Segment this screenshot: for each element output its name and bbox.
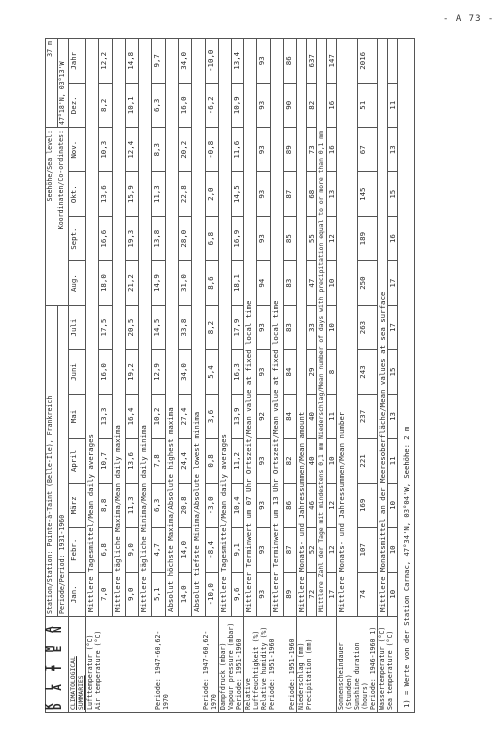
table-cell: 19,2 bbox=[125, 350, 138, 394]
table-cell: 16 bbox=[327, 128, 337, 172]
table-cell: 13 bbox=[327, 172, 337, 216]
header-row-period bbox=[57, 39, 69, 713]
table-cell: 12 bbox=[327, 483, 337, 527]
precip-label bbox=[297, 617, 337, 713]
temp-label-1: Lufttemperatur (°C) bbox=[86, 634, 94, 710]
month-header: Febr. bbox=[69, 528, 86, 572]
climate-table-frame bbox=[45, 38, 500, 713]
sunshine-label-3: Periode: 1946-1960 1) bbox=[369, 626, 377, 710]
table-cell: 11 bbox=[327, 394, 337, 438]
table-cell: 18,1 bbox=[231, 261, 244, 305]
table-cell: 8,2 bbox=[205, 305, 218, 349]
table-cell: 5,1 bbox=[152, 572, 165, 616]
table-cell: 14,0 bbox=[179, 528, 192, 572]
table-cell: 11,3 bbox=[152, 172, 165, 216]
temp-row-4 bbox=[179, 39, 192, 713]
precip-row-2 bbox=[327, 39, 337, 713]
table-cell: 93 bbox=[257, 528, 270, 572]
table-cell: 13,4 bbox=[231, 39, 244, 84]
table-cell: 13 bbox=[388, 394, 398, 438]
table-cell: 93 bbox=[257, 39, 270, 84]
month-header: Dez. bbox=[69, 83, 86, 127]
table-cell: 9,1 bbox=[231, 528, 244, 572]
table-cell: 147 bbox=[327, 39, 337, 84]
table-cell: 11,2 bbox=[231, 439, 244, 483]
table-cell: 18,0 bbox=[99, 261, 112, 305]
page-subtitle: CLIMATOLOGICAL SUMMARIES bbox=[69, 656, 85, 710]
temp-caption: Mittlere tägliche Maxima/Mean daily maxima bbox=[112, 39, 125, 617]
table-cell: 169 bbox=[357, 483, 378, 527]
table-cell: 237 bbox=[357, 394, 378, 438]
temp-caption: Mittlere Tagesmittel/Mean daily averages bbox=[86, 39, 99, 617]
table-cell: 11 bbox=[388, 83, 398, 127]
table-cell: 7,8 bbox=[152, 439, 165, 483]
table-cell: 15 bbox=[388, 172, 398, 216]
page-title: K L I M A D A T E N bbox=[43, 623, 64, 710]
sea-label-2: Sea temperature (°C) bbox=[386, 630, 394, 710]
month-header: April bbox=[69, 439, 86, 483]
table-cell: 4,7 bbox=[152, 528, 165, 572]
table-cell: 189 bbox=[357, 216, 378, 260]
precip-row-1 bbox=[307, 39, 317, 713]
table-cell: 14,9 bbox=[152, 261, 165, 305]
table-cell: 221 bbox=[357, 439, 378, 483]
table-cell: 22,8 bbox=[179, 172, 192, 216]
sunshine-caption-row bbox=[337, 39, 358, 713]
table-cell: 10 bbox=[327, 439, 337, 483]
table-cell: 52 bbox=[307, 528, 317, 572]
table-cell: 67 bbox=[357, 128, 378, 172]
table-cell: 33 bbox=[307, 305, 317, 349]
sunshine-caption: Mittlere Monats- und Jahressummen/Mean number bbox=[337, 39, 358, 617]
table-cell: 29 bbox=[307, 350, 317, 394]
table-cell: 11 bbox=[388, 439, 398, 483]
table-cell: 93 bbox=[257, 483, 270, 527]
humidity-caption: Mittlerer Terminwert um 13 Uhr Ortszeit/Mean value at fixed local time bbox=[270, 39, 283, 617]
table-cell: 10,3 bbox=[99, 128, 112, 172]
table-cell: 17,5 bbox=[99, 305, 112, 349]
table-cell: 92 bbox=[257, 394, 270, 438]
table-cell: 17 bbox=[388, 305, 398, 349]
table-cell: 14,5 bbox=[231, 172, 244, 216]
table-cell: 13,3 bbox=[99, 394, 112, 438]
table-cell: -10,0 bbox=[205, 39, 218, 84]
table-cell: 13,8 bbox=[152, 216, 165, 260]
humidity-label-1: Relative Luftfeuchtigkeit (%) bbox=[244, 630, 260, 710]
table-cell: 11,6 bbox=[231, 128, 244, 172]
table-cell: 14,8 bbox=[125, 39, 138, 84]
temp-caption-5 bbox=[192, 39, 205, 713]
temp-caption-2 bbox=[112, 39, 125, 713]
table-cell: 90 bbox=[283, 83, 296, 127]
table-cell: 16,4 bbox=[125, 394, 138, 438]
table-cell: 7,0 bbox=[99, 572, 112, 616]
precip-caption: Mittlere Monats- und Jahressummen/Mean amount bbox=[297, 39, 307, 617]
sea-caption: Mittlere Monatsmittel an der Meeresoberfläche/Mean values at sea surface bbox=[378, 39, 388, 617]
sea-caption-row bbox=[378, 39, 388, 713]
table-cell: 637 bbox=[307, 39, 317, 84]
table-cell: 16,0 bbox=[99, 350, 112, 394]
precip-caption: Mittlere Zahl der Tage mit mindestens 0,1 mm Niederschlag/Mean number of days with precipitation equal to or more than 0,1 mm bbox=[317, 39, 327, 617]
temp-caption: Absolut tiefste Minima/Absolute lowest minima bbox=[192, 39, 205, 617]
table-cell: 20,5 bbox=[125, 305, 138, 349]
sea-label bbox=[378, 617, 398, 713]
table-cell: 94 bbox=[257, 261, 270, 305]
precip-caption-1 bbox=[297, 39, 307, 713]
temp-caption-1 bbox=[86, 39, 99, 713]
footnote-row bbox=[398, 39, 415, 713]
month-header: Jan. bbox=[69, 572, 86, 616]
table-cell: 15 bbox=[388, 350, 398, 394]
table-cell: 93 bbox=[257, 128, 270, 172]
table-cell: -8,4 bbox=[205, 528, 218, 572]
month-header: Mai bbox=[69, 394, 86, 438]
table-cell: 83 bbox=[283, 305, 296, 349]
table-cell: 17 bbox=[327, 572, 337, 616]
table-cell: 9,7 bbox=[152, 39, 165, 84]
elevation-value: 37 m bbox=[46, 39, 58, 128]
table-cell: 5,4 bbox=[205, 350, 218, 394]
temp-caption: Mittlere tägliche Minima/Mean daily minima bbox=[139, 39, 152, 617]
precip-label-2: Precipitation (mm) bbox=[305, 638, 313, 710]
table-cell: 8,6 bbox=[205, 261, 218, 305]
table-cell: 8 bbox=[327, 350, 337, 394]
table-cell: 15,9 bbox=[125, 172, 138, 216]
vapour-label-1: Dampfdruck (mbar) bbox=[219, 642, 227, 710]
sunshine-row bbox=[357, 39, 378, 713]
table-cell: 9,0 bbox=[125, 572, 138, 616]
humidity-label-4: Periode: 1951-1960 bbox=[288, 638, 296, 710]
temp-period: Periode: 1947-60,62-1970 bbox=[154, 630, 170, 710]
table-cell: 46 bbox=[307, 483, 317, 527]
coords-label: Koordinaten/Co-ordinates: bbox=[57, 128, 69, 306]
table-cell: 9,6 bbox=[231, 572, 244, 616]
humidity-row-2 bbox=[283, 39, 296, 713]
table-cell: 86 bbox=[283, 483, 296, 527]
humidity-row-1 bbox=[257, 39, 270, 713]
table-cell: -0,8 bbox=[205, 128, 218, 172]
table-cell: 107 bbox=[357, 528, 378, 572]
table-cell: 13,6 bbox=[125, 439, 138, 483]
humidity-label-3: Periode: 1951-1960 bbox=[268, 638, 276, 710]
table-cell: 85 bbox=[283, 216, 296, 260]
vapour-label-2: Vapour pressure (mbar) bbox=[227, 622, 235, 710]
table-cell: 3,6 bbox=[205, 394, 218, 438]
footnote: 1) = Werte von der Station Carnac, 47°34'N, 03°04'W, Seehöhe: 2 m bbox=[398, 39, 415, 713]
table-cell: 84 bbox=[283, 350, 296, 394]
table-cell: 47 bbox=[307, 261, 317, 305]
table-cell: 13 bbox=[388, 128, 398, 172]
table-cell: 93 bbox=[257, 216, 270, 260]
table-cell: 82 bbox=[307, 83, 317, 127]
table-cell: 73 bbox=[307, 128, 317, 172]
table-cell: 10,9 bbox=[231, 83, 244, 127]
page-number: - A 73 - bbox=[443, 14, 495, 24]
table-cell: 93 bbox=[257, 350, 270, 394]
table-cell: 16,9 bbox=[231, 216, 244, 260]
table-cell: 10 bbox=[388, 483, 398, 527]
sea-row bbox=[388, 39, 398, 713]
table-cell: 13,6 bbox=[99, 172, 112, 216]
precip-label-1: Niederschlag (mm) bbox=[297, 642, 305, 710]
table-cell: 72 bbox=[307, 572, 317, 616]
table-cell: 74 bbox=[357, 572, 378, 616]
table-cell: 12 bbox=[327, 216, 337, 260]
table-cell: 12 bbox=[327, 528, 337, 572]
table-cell: 10,1 bbox=[125, 83, 138, 127]
table-cell: 10 bbox=[388, 528, 398, 572]
vapour-caption-row bbox=[219, 39, 232, 713]
table-cell: 16 bbox=[388, 216, 398, 260]
table-cell: 243 bbox=[357, 350, 378, 394]
table-cell: 40 bbox=[307, 394, 317, 438]
table-cell: 10 bbox=[388, 572, 398, 616]
sunshine-label-2: Sunshine duration (hours) bbox=[353, 642, 369, 710]
table-cell: 16,0 bbox=[179, 83, 192, 127]
table-cell: 93 bbox=[257, 439, 270, 483]
table-cell: 10 bbox=[327, 261, 337, 305]
table-cell: -3,0 bbox=[205, 483, 218, 527]
table-cell: 82 bbox=[283, 439, 296, 483]
temp-row-1 bbox=[99, 39, 112, 713]
table-cell: 6,8 bbox=[99, 528, 112, 572]
table-cell: 87 bbox=[283, 528, 296, 572]
table-cell: 31,0 bbox=[179, 261, 192, 305]
temp-label-2: Air temperature (°C) bbox=[94, 630, 102, 710]
table-cell: 55 bbox=[307, 216, 317, 260]
precip-caption-2 bbox=[317, 39, 327, 713]
table-cell: 6,3 bbox=[152, 83, 165, 127]
table-cell: 11,3 bbox=[125, 483, 138, 527]
month-header: Nov. bbox=[69, 128, 86, 172]
table-cell: 2016 bbox=[357, 39, 378, 84]
table-cell: 17,9 bbox=[231, 305, 244, 349]
month-header-row bbox=[69, 39, 86, 713]
rotated-table bbox=[45, 38, 500, 713]
table-cell: 12,4 bbox=[125, 128, 138, 172]
table-cell: 16 bbox=[327, 83, 337, 127]
month-header: Sept. bbox=[69, 216, 86, 260]
table-cell: 33,8 bbox=[179, 305, 192, 349]
table-cell: 21,2 bbox=[125, 261, 138, 305]
period: Periode/Period: 1931-1960 bbox=[57, 305, 69, 616]
table-cell: 0,8 bbox=[205, 439, 218, 483]
table-cell: 250 bbox=[357, 261, 378, 305]
table-cell: 89 bbox=[283, 128, 296, 172]
climate-table bbox=[45, 38, 415, 713]
temp-row-5 bbox=[205, 39, 218, 713]
vapour-label-3: Periode: 1951-1960 bbox=[235, 638, 243, 710]
table-cell: 13,9 bbox=[231, 394, 244, 438]
table-cell: 10,7 bbox=[99, 439, 112, 483]
table-cell: 24,4 bbox=[179, 439, 192, 483]
table-cell: 2,0 bbox=[205, 172, 218, 216]
header-row-title bbox=[46, 39, 58, 713]
table-cell: 93 bbox=[257, 172, 270, 216]
table-cell: 27,4 bbox=[179, 394, 192, 438]
month-header: März bbox=[69, 483, 86, 527]
table-cell: 12,2 bbox=[99, 39, 112, 84]
month-header: Juli bbox=[69, 305, 86, 349]
table-cell: 12,9 bbox=[152, 350, 165, 394]
table-cell: 68 bbox=[307, 172, 317, 216]
table-cell: 6,3 bbox=[152, 483, 165, 527]
table-cell: 16,3 bbox=[231, 350, 244, 394]
table-cell: 145 bbox=[357, 172, 378, 216]
temp-caption-4 bbox=[165, 39, 178, 713]
table-cell: 6,8 bbox=[205, 216, 218, 260]
table-cell: 14,0 bbox=[179, 572, 192, 616]
temp-row-2 bbox=[125, 39, 138, 713]
temp-label bbox=[86, 617, 219, 713]
temp-row-3 bbox=[152, 39, 165, 713]
table-cell: 10,2 bbox=[152, 394, 165, 438]
table-cell: 86 bbox=[283, 39, 296, 84]
table-cell: -10,0 bbox=[205, 572, 218, 616]
vapour-label bbox=[219, 617, 244, 713]
table-cell: 10,4 bbox=[231, 483, 244, 527]
humidity-label bbox=[244, 617, 297, 713]
humidity-label-2: Relative humidity (%) bbox=[260, 626, 268, 710]
table-cell: 89 bbox=[283, 572, 296, 616]
table-cell: 14,5 bbox=[152, 305, 165, 349]
month-header: Aug. bbox=[69, 261, 86, 305]
table-cell: 34,0 bbox=[179, 39, 192, 84]
elevation-label: Seehöhe/Sea level: bbox=[46, 128, 58, 306]
table-cell: 263 bbox=[357, 305, 378, 349]
table-cell: 8,8 bbox=[99, 483, 112, 527]
table-cell: 10 bbox=[327, 305, 337, 349]
table-cell: 93 bbox=[257, 572, 270, 616]
table-cell: 20,2 bbox=[179, 128, 192, 172]
vapour-row bbox=[231, 39, 244, 713]
humidity-caption: Mittlerer Terminwert um 07 Uhr Ortszeit/Mean value at fixed local time bbox=[244, 39, 257, 617]
sea-label-1: Wassertemperatur (°C) bbox=[378, 626, 386, 710]
temp-period-2: Periode: 1947-60,62-1970 bbox=[202, 630, 218, 710]
table-cell: 28,0 bbox=[179, 216, 192, 260]
table-cell: 16,6 bbox=[99, 216, 112, 260]
table-cell: 19,3 bbox=[125, 216, 138, 260]
table-cell: 9,0 bbox=[125, 528, 138, 572]
station-name: Station/Station: Pointe-à-Taint (Belle-Île), Frankreich bbox=[46, 305, 58, 616]
table-cell: 51 bbox=[357, 83, 378, 127]
table-cell: 93 bbox=[257, 83, 270, 127]
table-cell: 40 bbox=[307, 439, 317, 483]
table-cell: 8,2 bbox=[99, 83, 112, 127]
temp-caption-3 bbox=[139, 39, 152, 713]
table-cell: 83 bbox=[283, 261, 296, 305]
sunshine-label bbox=[337, 617, 378, 713]
table-cell: 8,3 bbox=[152, 128, 165, 172]
sunshine-label-1: Sonnenscheindauer (Stunden) bbox=[337, 642, 353, 710]
table-cell: 20,8 bbox=[179, 483, 192, 527]
table-cell: 34,0 bbox=[179, 350, 192, 394]
vapour-caption: Mittlere Tagesmittel/Mean daily averages bbox=[219, 39, 232, 617]
coords-value: 47°18'N, 03°13'W bbox=[57, 39, 69, 128]
table-cell bbox=[388, 39, 398, 84]
table-cell: 93 bbox=[257, 305, 270, 349]
month-header: Jahr bbox=[69, 39, 86, 84]
table-cell: -6,2 bbox=[205, 83, 218, 127]
humidity-caption-2 bbox=[270, 39, 283, 713]
table-cell: 17 bbox=[388, 261, 398, 305]
table-cell: 84 bbox=[283, 394, 296, 438]
month-header: Okt. bbox=[69, 172, 86, 216]
table-cell: 87 bbox=[283, 172, 296, 216]
temp-caption: Absolut höchste Maxima/Absolute highest maxima bbox=[165, 39, 178, 617]
month-header: Juni bbox=[69, 350, 86, 394]
humidity-caption-1 bbox=[244, 39, 257, 713]
